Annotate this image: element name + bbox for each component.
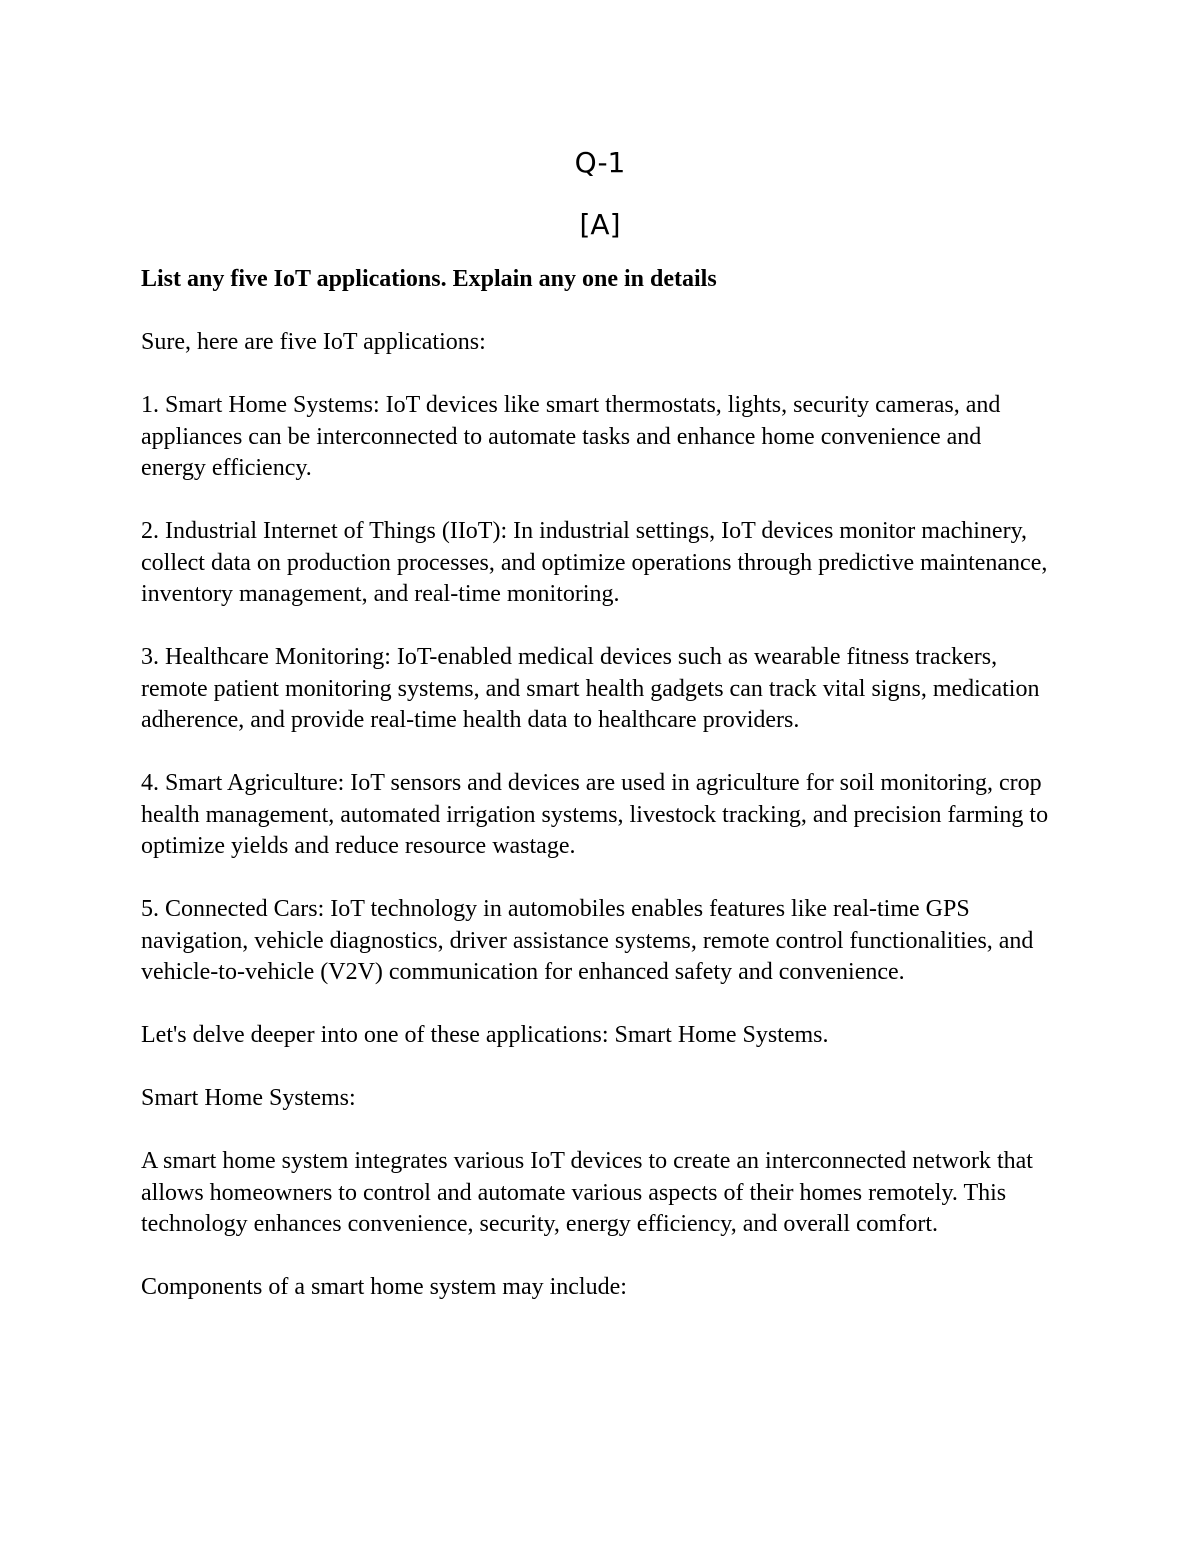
application-item-1: 1. Smart Home Systems: IoT devices like smart thermostats, lights, security cameras, and appliances can be interconnected to automate tasks and enhance home convenience and energy efficiency. — [141, 392, 1001, 481]
application-item-5: 5. Connected Cars: IoT technology in automobiles enables features like real-time GPS navigation, vehicle diagnostics, driver assistance systems, remote control functionalities, and vehicle-to-vehicle (V2V) communication for enhanced safety and convenience. — [141, 896, 1034, 985]
section-title: Smart Home Systems: — [141, 1085, 356, 1111]
document-body — [141, 264, 1051, 1335]
page-subtitle: [A] — [579, 208, 621, 241]
page-title: Q-1 — [574, 146, 626, 179]
delve-paragraph: Let's delve deeper into one of these applications: Smart Home Systems. — [141, 1022, 829, 1048]
section-body: A smart home system integrates various IoT devices to create an interconnected network that allows homeowners to control and automate various aspects of their homes remotely. This technology enhances convenience, security, energy efficiency, and overall comfort. — [141, 1148, 1033, 1237]
intro-paragraph: Sure, here are five IoT applications: — [141, 329, 486, 355]
application-item-2: 2. Industrial Internet of Things (IIoT): In industrial settings, IoT devices monitor machinery, collect data on production processes, and optimize operations through predictive maintenance, inventory management, and real-time monitoring. — [141, 518, 1048, 607]
application-item-4: 4. Smart Agriculture: IoT sensors and devices are used in agriculture for soil monitoring, crop health management, automated irrigation systems, livestock tracking, and precision farming to optimize yields and reduce resource wastage. — [141, 770, 1049, 859]
question-text: List any five IoT applications. Explain any one in details — [141, 266, 717, 292]
application-item-3: 3. Healthcare Monitoring: IoT-enabled medical devices such as wearable fitness trackers, remote patient monitoring systems, and smart health gadgets can track vital signs, medication adherence, and provide real-time health data to healthcare providers. — [141, 644, 1040, 733]
components-intro: Components of a smart home system may include: — [141, 1274, 627, 1300]
